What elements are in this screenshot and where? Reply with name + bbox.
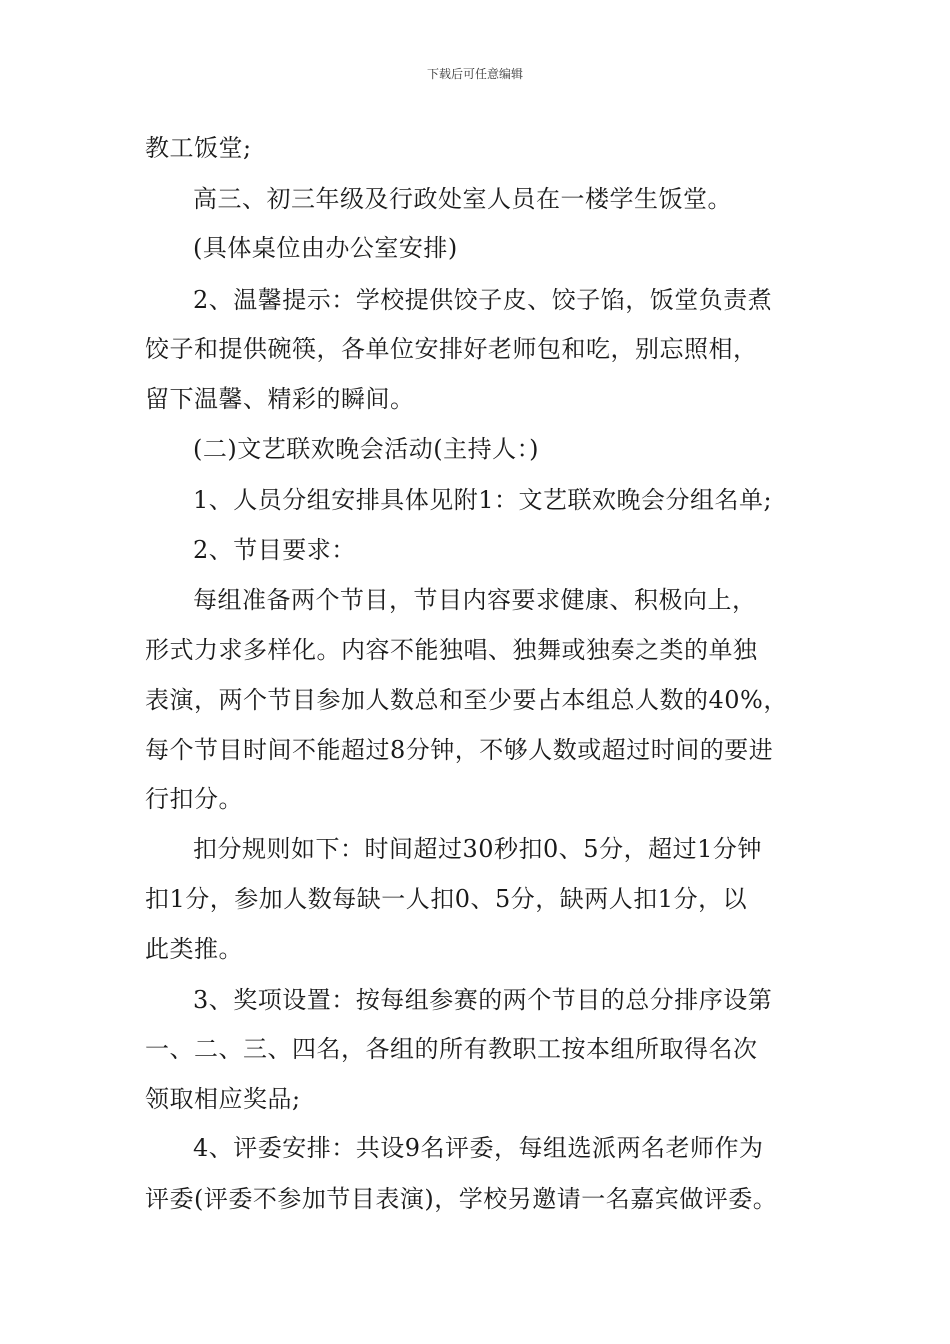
paragraph-line: 扣分规则如下：时间超过30秒扣0、5分，超过1分钟 (193, 835, 762, 863)
paragraph-line: (具体桌位由办公室安排) (193, 234, 458, 262)
paragraph-line: 4、评委安排：共设9名评委，每组选派两名老师作为 (193, 1134, 764, 1162)
paragraph-line: (二)文艺联欢晚会活动(主持人：) (193, 435, 539, 463)
paragraph-line: 2、温馨提示：学校提供饺子皮、饺子馅，饭堂负责煮 (193, 286, 773, 314)
paragraph-line: 扣1分，参加人数每缺一人扣0、5分，缺两人扣1分，以 (145, 885, 748, 913)
paragraph-line: 2、节目要求： (193, 536, 356, 564)
paragraph-line: 表演，两个节目参加人数总和至少要占本组总人数的40%， (145, 686, 788, 714)
paragraph-line: 3、奖项设置：按每组参赛的两个节目的总分排序设第 (193, 986, 773, 1014)
paragraph-line: 形式力求多样化。内容不能独唱、独舞或独奏之类的单独 (145, 636, 758, 664)
paragraph-line: 饺子和提供碗筷，各单位安排好老师包和吃，别忘照相， (145, 335, 758, 363)
paragraph-line: 高三、初三年级及行政处室人员在一楼学生饭堂。 (193, 185, 732, 213)
paragraph-line: 每个节目时间不能超过8分钟，不够人数或超过时间的要进 (145, 736, 774, 764)
paragraph-line: 行扣分。 (145, 785, 243, 813)
paragraph-line: 每组准备两个节目，节目内容要求健康、积极向上， (193, 586, 757, 614)
paragraph-line: 此类推。 (145, 935, 243, 963)
paragraph-line: 评委(评委不参加节目表演)，学校另邀请一名嘉宾做评委。 (145, 1185, 778, 1213)
paragraph-line: 领取相应奖品; (145, 1085, 301, 1113)
paragraph-line: 一、二、三、四名，各组的所有教职工按本组所取得名次 (145, 1035, 758, 1063)
page-header: 下载后可任意编辑 (426, 67, 523, 81)
paragraph-line: 留下温馨、精彩的瞬间。 (145, 385, 415, 413)
paragraph-line: 教工饭堂; (145, 134, 252, 162)
paragraph-line: 1、人员分组安排具体见附1：文艺联欢晚会分组名单; (193, 486, 773, 514)
